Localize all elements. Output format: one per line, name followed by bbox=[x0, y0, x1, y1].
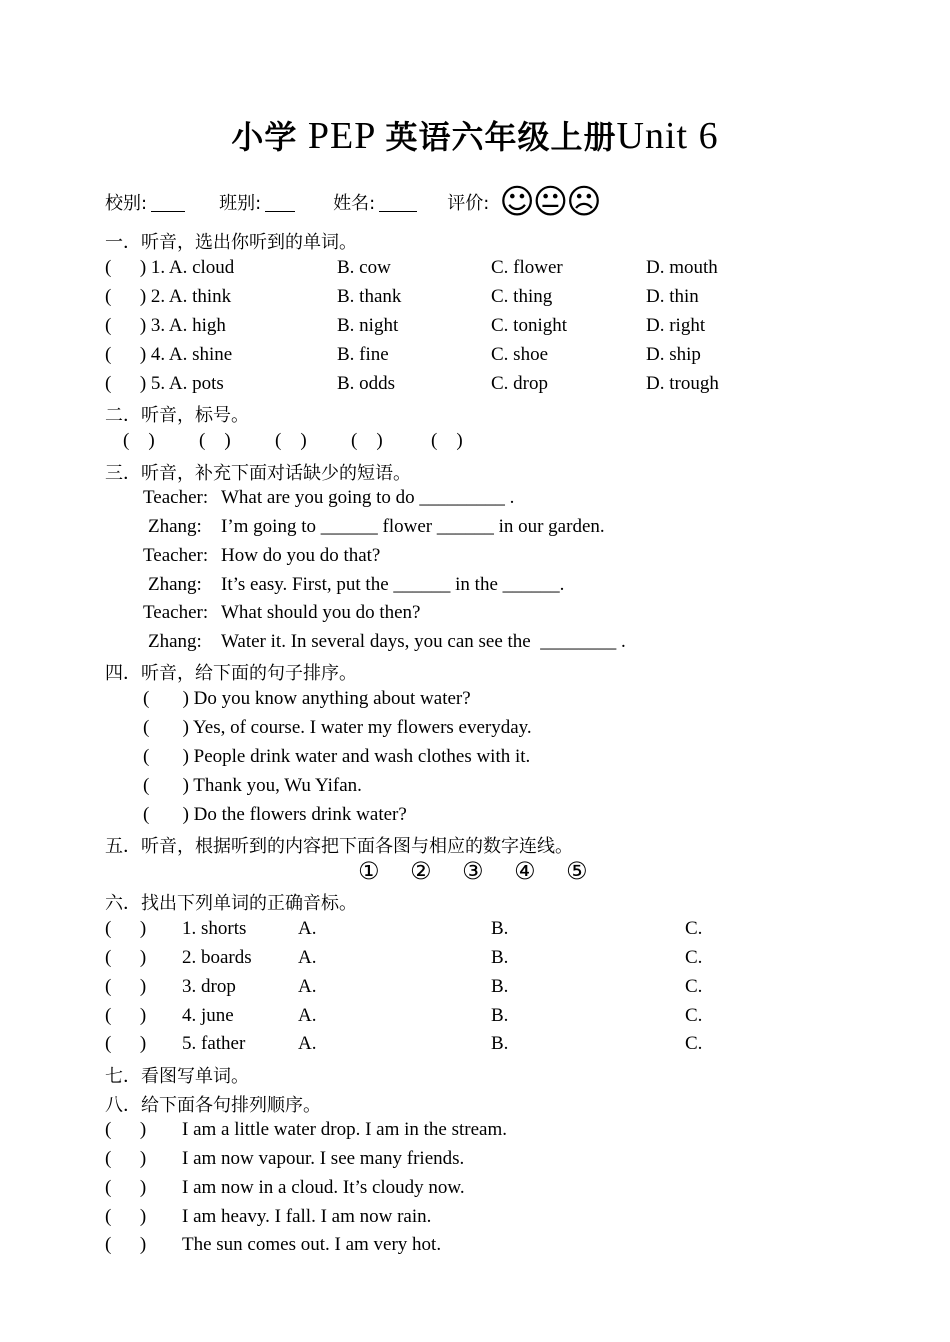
s6-item bbox=[105, 918, 725, 946]
name-label: 姓名: bbox=[333, 193, 376, 214]
option-b: B. bbox=[491, 918, 509, 939]
s1-option-a: ( ) 3. A. high bbox=[105, 315, 226, 336]
speaker: Teacher: bbox=[143, 602, 209, 623]
title-part: Unit 6 bbox=[616, 115, 719, 157]
s1-option-a: ( ) 5. A. pots bbox=[105, 373, 224, 394]
option-c: C. bbox=[685, 1033, 703, 1054]
s1-item bbox=[105, 286, 805, 314]
s1-option-c: C. shoe bbox=[491, 344, 548, 365]
s1-option-d: D. ship bbox=[646, 344, 701, 365]
word: 4. june bbox=[182, 1005, 234, 1026]
s2-bracket[interactable]: ( ) bbox=[351, 430, 383, 451]
title-part: PEP bbox=[307, 115, 375, 157]
s1-option-d: D. right bbox=[646, 315, 706, 336]
section-6-heading: 六．找出下列单词的正确音标。 bbox=[105, 893, 357, 914]
option-c: C. bbox=[685, 976, 703, 997]
dialogue-text: What should you do then? bbox=[221, 602, 421, 623]
section-2-heading: 二．听音，标号。 bbox=[105, 405, 249, 426]
s1-item bbox=[105, 257, 805, 285]
option-b: B. bbox=[491, 1033, 509, 1054]
section-4-heading: 四．听音，给下面的句子排序。 bbox=[105, 663, 357, 684]
s1-option-a: ( ) 4. A. shine bbox=[105, 344, 233, 365]
s2-answer-row bbox=[105, 430, 505, 458]
speaker: Teacher: bbox=[143, 545, 209, 566]
option-a: A. bbox=[298, 976, 317, 997]
name-blank[interactable] bbox=[379, 193, 417, 212]
option-b: B. bbox=[491, 976, 509, 997]
dialogue-line bbox=[105, 516, 705, 544]
option-c: C. bbox=[685, 918, 703, 939]
s1-option-c: C. drop bbox=[491, 373, 548, 394]
s8-item bbox=[105, 1119, 705, 1147]
bracket[interactable]: ( ) bbox=[105, 976, 147, 997]
option-a: A. bbox=[298, 1005, 317, 1026]
s1-option-b: B. night bbox=[337, 315, 399, 336]
option-c: C. bbox=[685, 947, 703, 968]
s1-item bbox=[105, 373, 805, 401]
school-blank[interactable] bbox=[151, 193, 185, 212]
s5-number-row bbox=[358, 857, 618, 887]
circled-number[interactable]: ⑤ bbox=[566, 857, 588, 885]
school-label: 校别: bbox=[105, 193, 148, 214]
s6-item bbox=[105, 947, 725, 975]
section-7-heading: 七．看图写单词。 bbox=[105, 1066, 249, 1087]
s6-item bbox=[105, 1033, 725, 1061]
dialogue-text: Water it. In several days, you can see the ________ . bbox=[221, 631, 626, 652]
s8-item bbox=[105, 1234, 705, 1262]
circled-number[interactable]: ③ bbox=[462, 857, 484, 885]
s1-option-d: D. trough bbox=[646, 373, 719, 394]
dialogue-text: How do you do that? bbox=[221, 545, 381, 566]
bracket[interactable]: ( ) bbox=[105, 1234, 147, 1255]
section-8-heading: 八．给下面各句排列顺序。 bbox=[105, 1095, 321, 1116]
option-b: B. bbox=[491, 1005, 509, 1026]
word: 2. boards bbox=[182, 947, 252, 968]
s1-item bbox=[105, 344, 805, 372]
s2-bracket[interactable]: ( ) bbox=[275, 430, 307, 451]
s4-sentence: ( ) Yes, of course. I water my flowers everyday. bbox=[143, 717, 532, 738]
sentence: I am a little water drop. I am in the stream. bbox=[182, 1119, 507, 1140]
title-part: 英语六年级上册 bbox=[385, 118, 617, 156]
s4-sentence: ( ) Do the flowers drink water? bbox=[143, 804, 407, 825]
sentence: The sun comes out. I am very hot. bbox=[182, 1234, 442, 1255]
bracket[interactable]: ( ) bbox=[105, 1119, 147, 1140]
option-b: B. bbox=[491, 947, 509, 968]
s1-option-b: B. thank bbox=[337, 286, 402, 307]
speaker: Zhang: bbox=[148, 516, 202, 537]
bracket[interactable]: ( ) bbox=[105, 947, 147, 968]
s1-option-c: C. tonight bbox=[491, 315, 568, 336]
bracket[interactable]: ( ) bbox=[105, 1033, 147, 1054]
section-5-heading: 五．听音，根据听到的内容把下面各图与相应的数字连线。 bbox=[105, 836, 573, 857]
s6-item bbox=[105, 1005, 725, 1033]
speaker: Zhang: bbox=[148, 574, 202, 595]
s1-option-b: B. cow bbox=[337, 257, 391, 278]
option-c: C. bbox=[685, 1005, 703, 1026]
sentence: I am now in a cloud. It’s cloudy now. bbox=[182, 1177, 465, 1198]
page-title bbox=[0, 112, 950, 158]
word: 5. father bbox=[182, 1033, 246, 1054]
option-a: A. bbox=[298, 918, 317, 939]
s2-bracket[interactable]: ( ) bbox=[431, 430, 463, 451]
title-part: 小学 bbox=[231, 118, 298, 156]
dialogue-text: What are you going to do _________ . bbox=[221, 487, 515, 508]
s1-item bbox=[105, 315, 805, 343]
bracket[interactable]: ( ) bbox=[105, 1005, 147, 1026]
speaker: Teacher: bbox=[143, 487, 209, 508]
s1-option-d: D. thin bbox=[646, 286, 699, 307]
dialogue-text: I’m going to ______ flower ______ in our garden. bbox=[221, 516, 605, 537]
class-label: 班别: bbox=[219, 193, 262, 214]
s1-option-b: B. odds bbox=[337, 373, 396, 394]
s4-sentence: ( ) Thank you, Wu Yifan. bbox=[143, 775, 362, 796]
word: 1. shorts bbox=[182, 918, 247, 939]
bracket[interactable]: ( ) bbox=[105, 1206, 147, 1227]
dialogue-text: It’s easy. First, put the ______ in the ______. bbox=[221, 574, 565, 595]
circled-number[interactable]: ④ bbox=[514, 857, 536, 885]
circled-number[interactable]: ① bbox=[358, 857, 380, 885]
s2-bracket[interactable]: ( ) bbox=[199, 430, 231, 451]
section-1-heading: 一．听音，选出你听到的单词。 bbox=[105, 232, 357, 253]
s6-item bbox=[105, 976, 725, 1004]
word: 3. drop bbox=[182, 976, 236, 997]
section-3-heading: 三．听音，补充下面对话缺少的短语。 bbox=[105, 463, 411, 484]
class-blank[interactable] bbox=[265, 193, 295, 212]
evaluation-label: 评价: bbox=[447, 193, 490, 214]
dialogue-line bbox=[105, 631, 705, 659]
s1-option-b: B. fine bbox=[337, 344, 389, 365]
s4-sentence: ( ) People drink water and wash clothes with it. bbox=[143, 746, 531, 767]
s1-option-d: D. mouth bbox=[646, 257, 718, 278]
sentence: I am heavy. I fall. I am now rain. bbox=[182, 1206, 432, 1227]
s8-item bbox=[105, 1206, 705, 1234]
info-line bbox=[105, 182, 600, 222]
option-a: A. bbox=[298, 947, 317, 968]
dialogue-line bbox=[105, 574, 705, 602]
s4-sentence: ( ) Do you know anything about water? bbox=[143, 688, 471, 709]
option-a: A. bbox=[298, 1033, 317, 1054]
speaker: Zhang: bbox=[148, 631, 202, 652]
bracket[interactable]: ( ) bbox=[105, 918, 147, 939]
s2-bracket[interactable]: ( ) bbox=[123, 430, 155, 451]
sentence: I am now vapour. I see many friends. bbox=[182, 1148, 465, 1169]
circled-number[interactable]: ② bbox=[410, 857, 432, 885]
bracket[interactable]: ( ) bbox=[105, 1148, 147, 1169]
dialogue-line bbox=[105, 602, 705, 630]
s1-option-c: C. thing bbox=[491, 286, 553, 307]
dialogue-line bbox=[105, 545, 705, 573]
dialogue-line bbox=[105, 487, 705, 515]
s1-option-c: C. flower bbox=[491, 257, 563, 278]
s1-option-a: ( ) 2. A. think bbox=[105, 286, 232, 307]
s8-item bbox=[105, 1177, 705, 1205]
s1-option-a: ( ) 1. A. cloud bbox=[105, 257, 235, 278]
bracket[interactable]: ( ) bbox=[105, 1177, 147, 1198]
s8-item bbox=[105, 1148, 705, 1176]
rating-faces-icon[interactable]: ☺😐☹ bbox=[499, 182, 600, 222]
